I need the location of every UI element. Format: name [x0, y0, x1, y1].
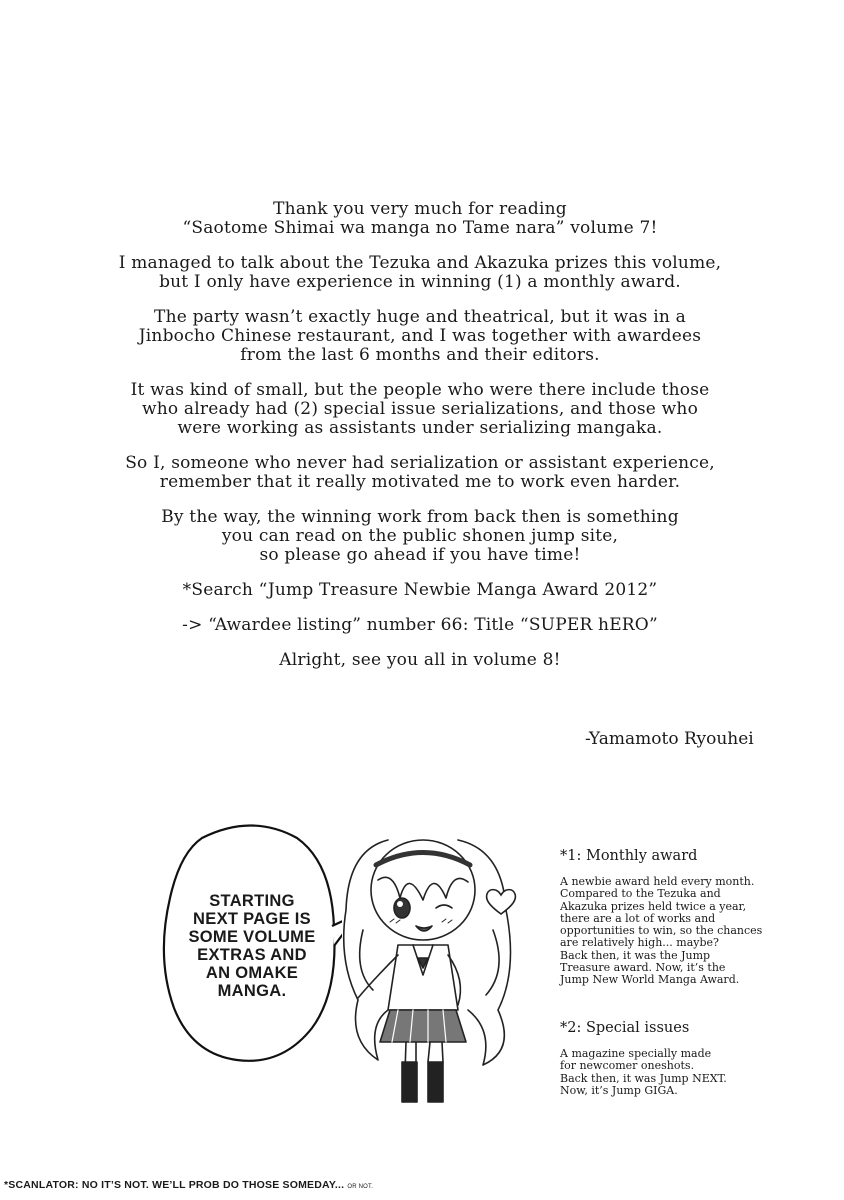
footnote-body — [560, 1048, 822, 1097]
footnote-line: Jump New World Manga Award. — [560, 973, 740, 987]
text-line: from the last 6 months and their editors. — [240, 345, 600, 365]
heart-icon — [484, 886, 518, 916]
closing-line — [100, 651, 740, 670]
text-line: were working as assistants under serializing mangaka. — [177, 418, 663, 438]
speech-bubble — [162, 818, 342, 1068]
footnote-special-issues — [560, 1020, 822, 1097]
text-line: So I, someone who never had serialization or assistant experience, — [125, 453, 715, 473]
text-line: The party wasn’t exactly huge and theatrical, but it was in a — [154, 307, 686, 327]
bubble-line: MANGA. — [217, 982, 287, 1000]
author-signature: -Yamamoto Ryouhei — [585, 729, 754, 749]
afterword-paragraph-3 — [100, 308, 740, 365]
bubble-line: EXTRAS AND — [197, 946, 307, 964]
text-line: It was kind of small, but the people who were there include those — [130, 380, 710, 400]
text-line: you can read on the public shonen jump site, — [221, 526, 619, 546]
footnote-line: Now, it’s Jump GIGA. — [560, 1083, 678, 1097]
scanlator-note-small: OR NOT. — [347, 1184, 374, 1190]
scanlator-note — [4, 1179, 373, 1191]
text-line: who already had (2) special issue serializations, and those who — [141, 399, 699, 419]
afterword-paragraph-4 — [100, 381, 740, 438]
footnote-line: Akazuka prizes held twice a year, — [560, 899, 747, 913]
text-line: “Saotome Shimai wa manga no Tame nara” volume 7! — [182, 218, 658, 238]
footnote-line: A newbie award held every month. — [560, 875, 755, 888]
footnote-line: Compared to the Tezuka and — [560, 887, 721, 901]
afterword-paragraph-1 — [100, 200, 740, 238]
footnote-line: Back then, it was the Jump — [560, 948, 711, 962]
text-line: Thank you very much for reading — [273, 199, 567, 219]
footnote-line: Back then, it was Jump NEXT. — [560, 1071, 727, 1085]
text-line: I managed to talk about the Tezuka and Akazuka prizes this volume, — [118, 253, 722, 273]
footnote-title: *1: Monthly award — [560, 848, 698, 864]
text-line: but I only have experience in winning (1) a monthly award. — [159, 272, 681, 292]
footnote-line: are relatively high... maybe? — [560, 936, 719, 950]
text-line: By the way, the winning work from back then is something — [161, 507, 679, 527]
search-instruction — [100, 581, 740, 600]
footnote-body — [560, 876, 822, 987]
afterword-paragraph-2 — [100, 254, 740, 292]
afterword-paragraph-6 — [100, 508, 740, 565]
text-line: remember that it really motivated me to work even harder. — [159, 472, 681, 492]
bubble-line: AN OMAKE — [205, 964, 299, 982]
awardee-listing — [100, 616, 740, 635]
footnote-line: opportunities to win, so the chances — [560, 924, 763, 938]
text-line: *Search “Jump Treasure Newbie Manga Award 2012” — [182, 580, 658, 600]
footnote-line: for newcomer oneshots. — [560, 1059, 695, 1073]
text-line: -> “Awardee listing” number 66: Title “SUPER hERO” — [182, 615, 658, 635]
afterword-text — [100, 200, 740, 686]
scanlator-note-main: *SCANLATOR: NO IT’S NOT. WE’LL PROB DO THOSE SOMEDAY... — [4, 1179, 345, 1191]
afterword-paragraph-5 — [100, 454, 740, 492]
text-line: Alright, see you all in volume 8! — [279, 650, 561, 670]
chibi-character-illustration — [318, 810, 528, 1110]
footnote-line: Treasure award. Now, it’s the — [560, 961, 726, 975]
footnote-line: there are a lot of works and — [560, 911, 716, 925]
text-line: Jinbocho Chinese restaurant, and I was together with awardees — [138, 326, 702, 346]
text-line: so please go ahead if you have time! — [259, 545, 581, 565]
bubble-line: NEXT PAGE IS — [193, 910, 311, 928]
footnote-title: *2: Special issues — [560, 1020, 690, 1036]
bubble-line: STARTING — [209, 892, 295, 910]
footnote-line: A magazine specially made — [560, 1047, 712, 1060]
bubble-line: SOME VOLUME — [188, 928, 316, 946]
speech-bubble-text — [162, 892, 342, 1000]
footnote-monthly-award — [560, 848, 822, 987]
